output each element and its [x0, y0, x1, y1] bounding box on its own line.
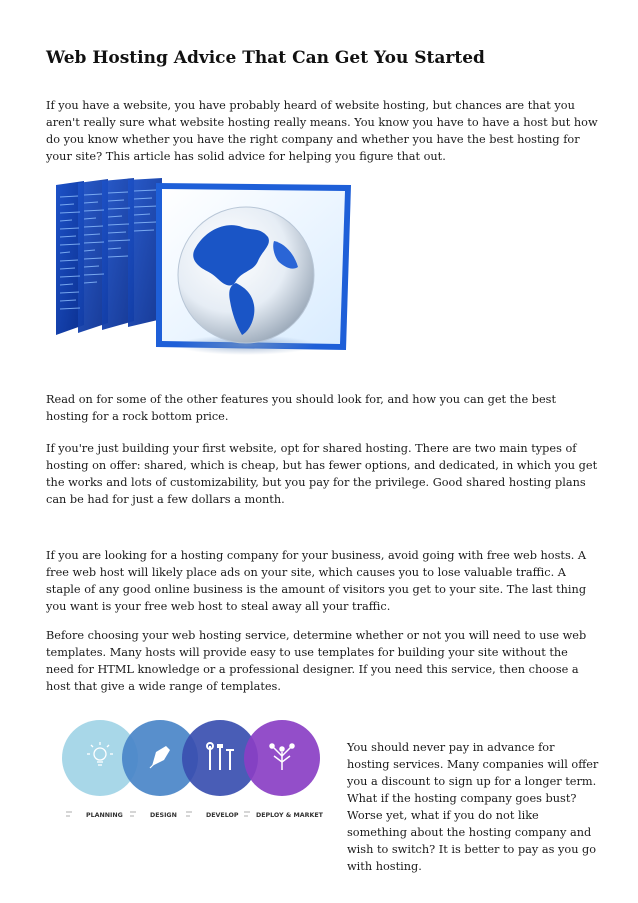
code-panels: [56, 178, 162, 335]
process-label-design: DESIGN: [150, 812, 177, 819]
paragraph-free-hosts: If you are looking for a hosting company for your business, avoid going with free web hosts. A free web host will likely place ads on your site, which causes you to lose valuable traffic. A staple of any good online business is the amount of visitors you get to your site. The last thing you want is your free web host to steal away all your traffic.: [46, 549, 587, 613]
globe-icon: [178, 207, 314, 343]
article-title: Web Hosting Advice That Can Get You Started: [46, 48, 485, 68]
paragraph-pay-as-you-go: You should never pay in advance for hosting services. Many companies will offer you a discount to sign up for a longer term. What if the hosting company goes bust? Worse yet, what if you do not like something about the hosting company and wish to switch? It is better to pay as you go with hosting.: [347, 741, 599, 873]
paragraph-templates: Before choosing your web hosting service, determine whether or not you will need to use web templates. Many hosts will provide easy to use templates for building your site without the need for HTML knowledge or a professional designer. If you need this service, then choose a host that give a wide range of templates.: [46, 629, 587, 693]
process-step-deploy: [244, 720, 324, 819]
process-label-planning: PLANNING: [86, 812, 123, 819]
process-label-develop: DEVELOP: [206, 812, 239, 819]
paragraph-shared-hosting: If you're just building your first website, opt for shared hosting. There are two main types of hosting on offer: shared, which is cheap, but has fewer options, and dedicated, in which you get the works and lots of customizability, but you pay for the privilege. Good shared hosting plans can be had for just a few dollars a month.: [46, 442, 598, 506]
process-label-deploy: DEPLOY & MARKET: [256, 812, 323, 819]
process-diagram: [60, 716, 330, 828]
paragraph-intro: If you have a website, you have probably heard of website hosting, but chances are that you aren't really sure what website hosting really means. You know you have to have a host but how do you know whether you have the right company and whether you have the best hosting for your site? This article has solid advice for helping you figure that out.: [46, 99, 598, 163]
paragraph-features: Read on for some of the other features you should look for, and how you can get the best hosting for a rock bottom price.: [46, 393, 556, 423]
globe-code-illustration: [46, 175, 356, 360]
